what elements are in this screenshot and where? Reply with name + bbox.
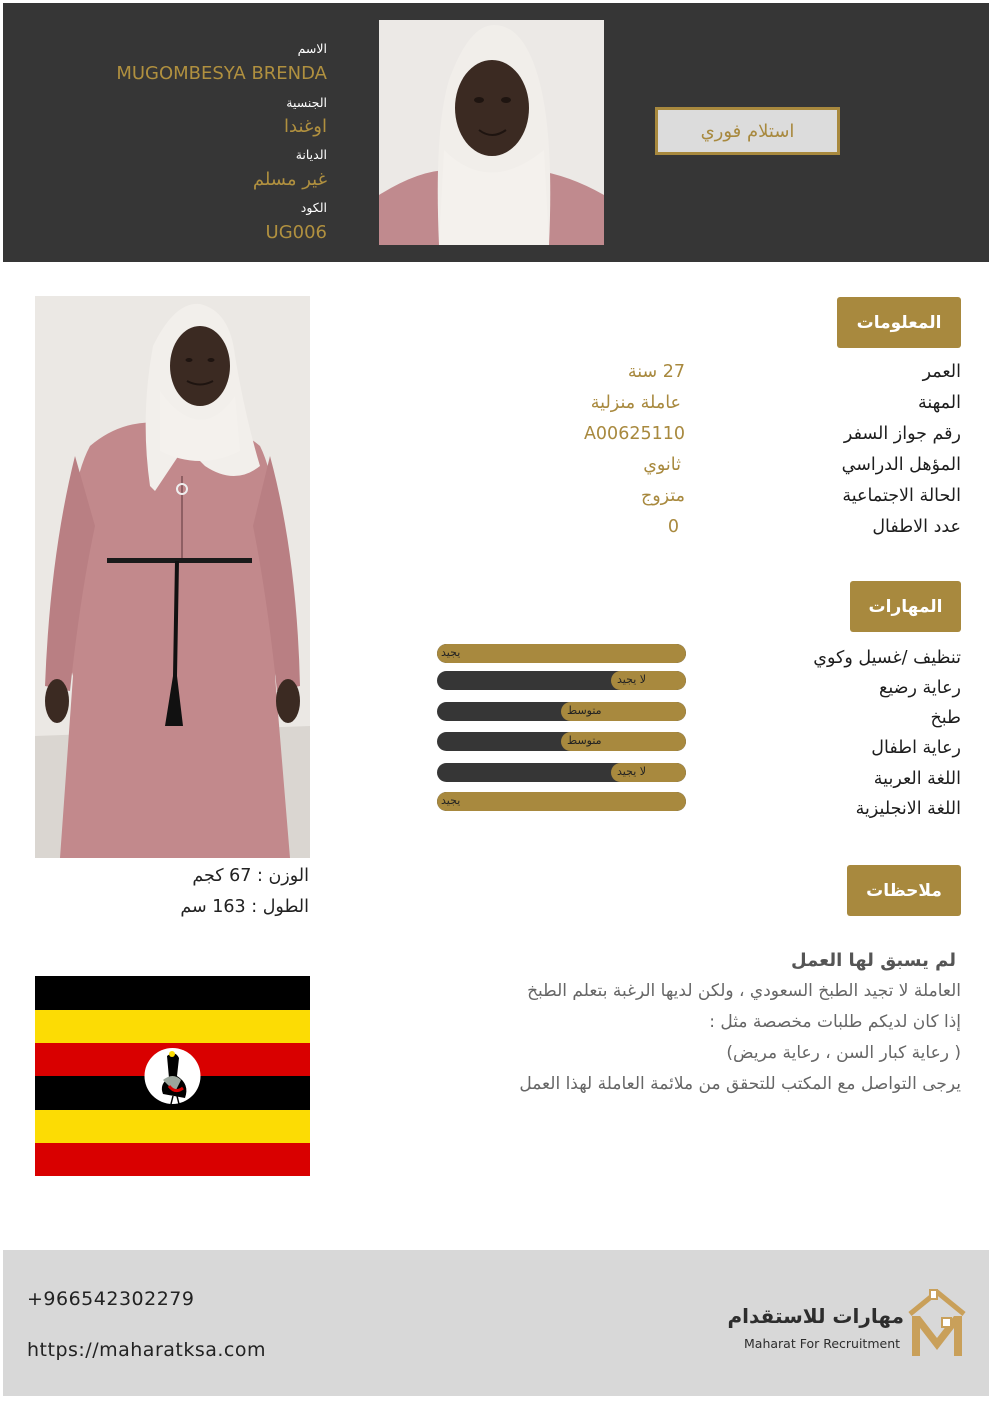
name-label: الاسم [297, 41, 327, 56]
religion-value: غير مسلم [252, 169, 327, 190]
skills-section-title: المهارات [850, 581, 961, 632]
skill-bar [437, 671, 686, 690]
info-value-occupation: عاملة منزلية [590, 393, 681, 413]
skill-label-english: اللغة الانجليزية [855, 799, 961, 819]
logo-english-text: Maharat For Recruitment [744, 1336, 901, 1351]
nationality-label: الجنسية [286, 95, 327, 110]
notes-line: ( رعاية كبار السن ، رعاية مريض) [726, 1043, 961, 1063]
skill-bar-fill [437, 792, 686, 811]
nationality-value: اوغندا [284, 116, 327, 137]
code-value: UG006 [265, 222, 327, 243]
skill-bar [437, 644, 686, 663]
info-label-education: المؤهل الدراسي [841, 455, 961, 475]
height-text: الطول : 163 سم [180, 897, 309, 917]
skill-level-label: لا يجيد [617, 765, 647, 778]
religion-label: الديانة [295, 147, 327, 162]
skill-level-label: يجيد [441, 794, 461, 807]
info-label-children: عدد الاطفال [872, 517, 961, 537]
notes-line: يرجى التواصل مع المكتب للتحقق من ملائمة العاملة لهذا العمل [519, 1074, 961, 1094]
skill-bar [437, 702, 686, 721]
maharat-logo-icon [906, 1286, 968, 1358]
info-label-occupation: المهنة [917, 393, 961, 413]
notes-heading: لم يسبق لها العمل [791, 950, 956, 971]
skill-level-label: لا يجيد [617, 673, 647, 686]
uganda-flag [35, 976, 310, 1176]
info-value-age: 27 سنة [627, 362, 685, 382]
info-label-passport: رقم جواز السفر [843, 424, 961, 444]
skill-label-childcare: رعاية اطفال [871, 738, 961, 758]
worker-portrait-photo [379, 20, 604, 245]
info-label-marital: الحالة الاجتماعية [842, 486, 961, 506]
skill-bar-fill [437, 644, 686, 663]
code-label: الكود [300, 200, 327, 215]
instant-receive-button[interactable]: استلام فوري [655, 107, 840, 155]
worker-full-body-photo [35, 296, 310, 858]
skill-level-label: يجيد [441, 646, 461, 659]
skill-bar [437, 732, 686, 751]
logo-arabic-text: مهارات للاستقدام [727, 1304, 904, 1328]
notes-section-title: ملاحظات [847, 865, 961, 916]
info-value-education: ثانوي [643, 455, 681, 475]
page-footer [3, 1250, 989, 1396]
info-label-age: العمر [922, 362, 961, 382]
notes-line: العاملة لا تجيد الطبخ السعودي ، ولكن لديها الرغبة بتعلم الطبخ [527, 981, 961, 1001]
worker-name: MUGOMBESYA BRENDA [116, 63, 327, 84]
skill-label-cleaning: تنظيف /غسيل وكوي [813, 648, 961, 668]
skill-bar [437, 763, 686, 782]
info-value-marital: متزوج [640, 486, 685, 506]
website-link[interactable]: https://maharatksa.com [27, 1339, 267, 1361]
info-section-title: المعلومات [837, 297, 961, 348]
weight-text: الوزن : 67 كجم [192, 866, 309, 886]
phone-number[interactable]: +966542302279 [27, 1288, 195, 1310]
skill-level-label: متوسط [567, 734, 602, 747]
skill-level-label: متوسط [567, 704, 602, 717]
skill-bar [437, 792, 686, 811]
skill-label-cooking: طبخ [930, 708, 961, 728]
info-value-passport: A00625110 [583, 424, 685, 444]
info-value-children: 0 [667, 517, 679, 537]
skill-label-arabic: اللغة العربية [873, 769, 961, 789]
notes-line: إذا كان لديكم طلبات مخصصة مثل : [709, 1012, 961, 1032]
skill-label-infant-care: رعاية رضيع [879, 678, 961, 698]
